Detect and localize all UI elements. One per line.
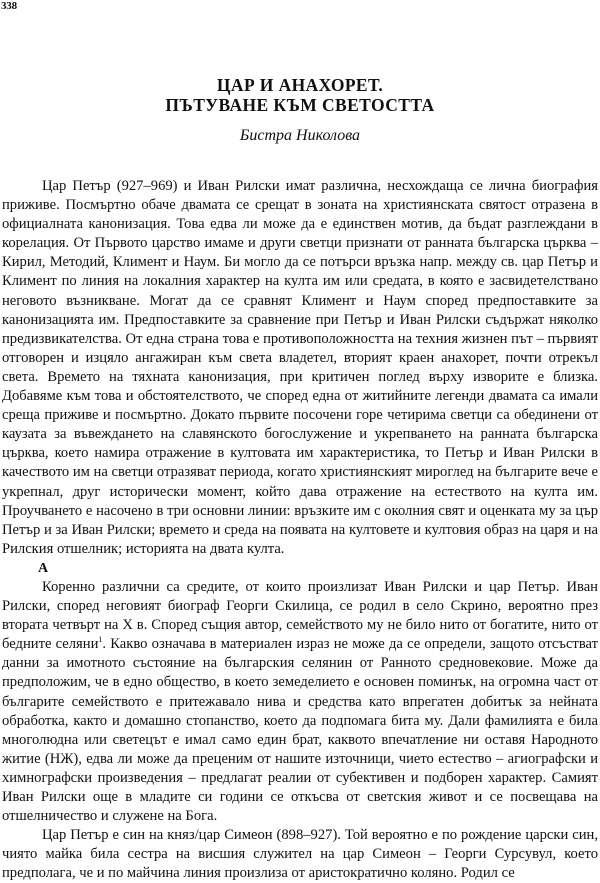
paragraph-intro: Цар Петър (927–969) и Иван Рилски имат различна, несхождаща се лична биография приживе. Посмъртно обаче двамата се срещат в зоната на християнската святост отразена в официалната канонизация. Това едва ли може да е единствен мотив, да бъдат разглеждани в корелация. От Първото царство имаме и други светци признати от ранната българска църква – Кирил, Методий, Климент и Наум. Би могло да се потърси връзка напр. между св. цар Петър и Климент по линия на локалния характер на култа им или средата, в която е засвидетелствано неговото възникване. Могат да се сравнят Климент и Наум според предпоставките за канонизацията им. Предпоставките за сравнение при Петър и Иван Рилски съдържат няколко предизвикателства. От една страна това е противоположността на техния жизнен път – първият отговорен и изцяло ангажиран към света владетел, вторият краен анахорет, почти отрекъл света. Времето на тяхната канонизация, при критичен поглед върху изворите е близка. Добавяме към това и обстоятелството, че според една от житийните легенди двамата са имали среща приживе и посмъртно. Докато първите посочени горе четирима светци са обединени от каузата за въвеждането на славянското богослужение и укрепването на ранната българска църква, което намира отражение в култовата им характеристика, то Петър и Иван Рилски в качеството им на светци отразяват периода, когато християнският мироглед на българите вече е укрепнал, друг исторически момент, който дава отражение на естеството на култа им. Проучването е насочено в три основни линии: връзките им с околния свят и оценката му за цър Петър и за Иван Рилски; времето и среда на появата на култовете и култовия образ на царя и на Рилския отшелник; историята на двата култа. <box>2 178 598 557</box>
paragraph-tsar-petar: Цар Петър е син на княз/цар Симеон (898–927). Той вероятно е по рождение царски син, чиято майка била сестра на висшия служител на цар Симеон – Георги Сурсувул, което предполага, че и по майчина линия произлиза от аристократично коляно. Родил се <box>2 827 598 882</box>
title-line-2: ПЪТУВАНЕ КЪМ СВЕТОСТТА <box>165 95 435 115</box>
section-heading: А <box>38 560 49 576</box>
paragraph-origins-text-2: . Какво означава в материален израз не може да се определи, защото отсъстват данни за имотното състояние на българския селянин от Ранното средновековие. Може да предположим, че в едно общество, в което земеделието е основен поминък, на огромна част от българите семейството е притежавало нива и средства като впрегатен добитък за нейната обработка, както и домашно стопанство, което да подпомага бита му. Дали фамилията е била многолюдна или светецът е имал само един брат, каквото впечатление ни оставя Народното житие (НЖ), едва ли може да преценим от нашите източници, чието естество – агиографски и химнографски произведения – предлагат реалии от субективен и подборен характер. Самият Иван Рилски още в младите си години се откъсва от светския живот и се посвещава на отшелничество и служене на Бога. <box>2 636 598 825</box>
author-name: Бистра Николова <box>239 127 361 144</box>
title-line-1: ЦАР И АНАХОРЕТ. <box>216 75 384 95</box>
article-body <box>2 177 598 883</box>
paragraph-origins <box>2 578 598 826</box>
paragraph-origins-text-1: Коренно различни са средите, от които произлизат Иван Рилски и цар Петър. Иван Рилски, според неговият биограф Георги Скилица, се родил в село Скрино, вероятно през втората четвърт на X в. Според същия автор, семейството му не било нито от богатите, нито от бедните селяни <box>2 578 598 653</box>
article-title <box>0 75 600 115</box>
page-number: 338 <box>1 0 17 12</box>
footnote-marker[interactable]: 1 <box>98 635 103 645</box>
